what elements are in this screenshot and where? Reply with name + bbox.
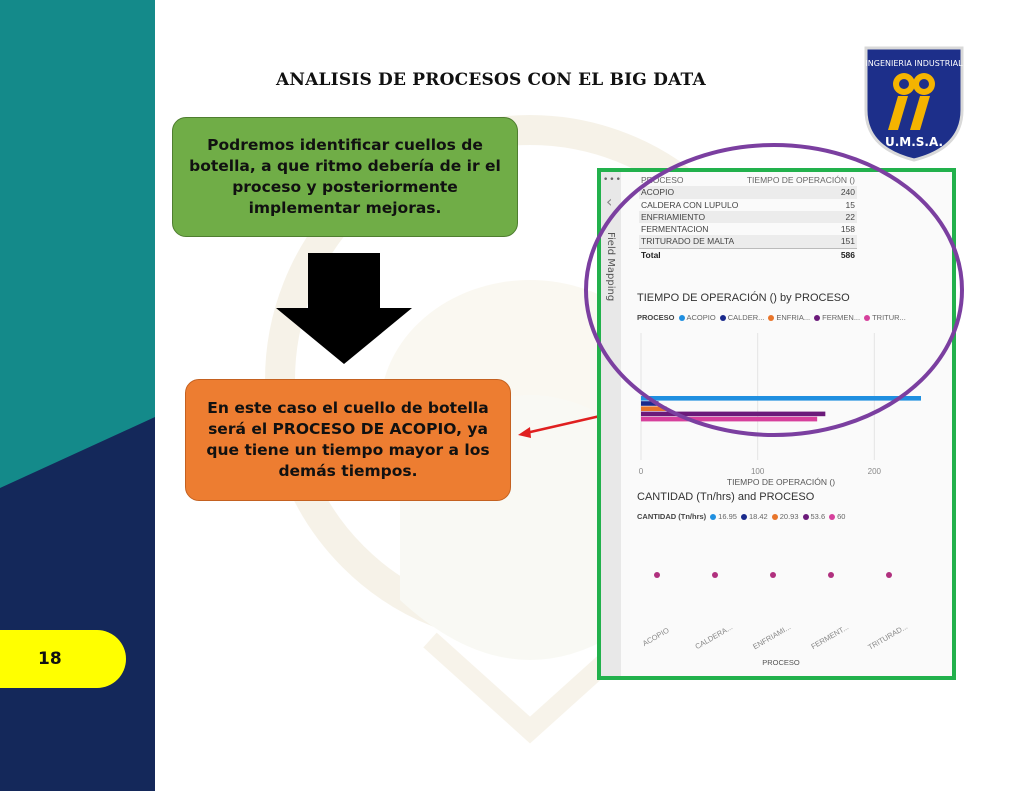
scatter-point bbox=[828, 572, 834, 578]
header-tiempo[interactable]: TIEMPO DE OPERACIÓN () bbox=[746, 175, 855, 185]
highlight-circle bbox=[582, 140, 966, 440]
legend-dot bbox=[710, 514, 716, 520]
legend-label[interactable]: 16.95 bbox=[718, 512, 737, 521]
header-proceso[interactable]: PROCESO bbox=[641, 175, 684, 185]
scatter-point bbox=[654, 572, 660, 578]
cell-tiempo: 240 bbox=[840, 187, 855, 198]
legend-label[interactable]: ENFRIA... bbox=[776, 313, 811, 322]
scatter-point bbox=[886, 572, 892, 578]
logo-bottom-text: U.M.S.A. bbox=[884, 135, 944, 149]
cell-tiempo: 158 bbox=[840, 224, 855, 235]
x-tick-label: 200 bbox=[867, 467, 882, 476]
logo-top-text: INGENIERIA INDUSTRIAL bbox=[865, 59, 963, 68]
page-title: ANALISIS DE PROCESOS CON EL BIG DATA bbox=[276, 70, 706, 90]
legend-label[interactable]: 60 bbox=[837, 512, 846, 521]
total-label: Total bbox=[641, 249, 661, 260]
cell-proceso: CALDERA CON LUPULO bbox=[641, 199, 739, 210]
cell-proceso: TRITURADO DE MALTA bbox=[641, 236, 735, 247]
total-value: 586 bbox=[840, 249, 855, 260]
x-axis-label: PROCESO bbox=[762, 658, 800, 667]
x-tick-label: ACOPIO bbox=[640, 625, 671, 649]
bar-legend-title: PROCESO bbox=[637, 313, 675, 322]
scatter-chart-title: CANTIDAD (Tn/hrs) and PROCESO bbox=[637, 491, 815, 503]
legend-label[interactable]: 53.6 bbox=[810, 512, 826, 521]
down-arrow-icon bbox=[276, 253, 412, 364]
legend-label[interactable]: FERMEN... bbox=[822, 313, 861, 322]
field-mapping-label: Field Mapping bbox=[605, 232, 616, 302]
x-axis-label: TIEMPO DE OPERACIÓN () bbox=[726, 477, 836, 487]
x-tick-label: CALDERA... bbox=[693, 622, 735, 652]
legend-label[interactable]: ACOPIO bbox=[686, 313, 716, 322]
page-number-tab bbox=[0, 630, 126, 688]
x-tick-label: TRITURAD... bbox=[866, 621, 910, 652]
more-options-icon[interactable]: ••• bbox=[603, 175, 622, 185]
cell-proceso: ENFRIAMIENTO bbox=[641, 211, 706, 222]
x-tick-label: FERMENT... bbox=[809, 622, 851, 652]
bar-chart-title: TIEMPO DE OPERACIÓN () by PROCESO bbox=[637, 292, 850, 304]
conclusion-callout-text: En este caso el cuello de botella será el PROCESO DE ACOPIO, ya que tiene un tiempo mayor a los demás tiempos. bbox=[206, 399, 490, 480]
conclusion-callout-orange bbox=[185, 379, 511, 501]
scatter-chart bbox=[631, 527, 941, 672]
cell-proceso: FERMENTACION bbox=[641, 224, 709, 235]
chevron-left-icon[interactable]: ‹ bbox=[606, 192, 613, 211]
insight-callout-text: Podremos identificar cuellos de botella, a que ritmo debería de ir el proceso y posteriormente implementar mejoras. bbox=[189, 136, 501, 217]
legend-label[interactable]: 20.93 bbox=[779, 512, 799, 521]
legend-dot bbox=[772, 514, 778, 520]
legend-label[interactable]: TRITUR... bbox=[872, 313, 906, 322]
x-tick-label: ENFRIAMI... bbox=[751, 622, 793, 652]
x-tick-label: 100 bbox=[750, 467, 765, 476]
scatter-chart-legend bbox=[637, 512, 845, 521]
insight-callout-green bbox=[172, 117, 518, 237]
legend-label[interactable]: CALDER... bbox=[727, 313, 765, 322]
scatter-point bbox=[712, 572, 718, 578]
x-tick-label: 0 bbox=[638, 467, 644, 476]
legend-dot bbox=[741, 514, 747, 520]
cell-tiempo: 22 bbox=[845, 211, 855, 222]
legend-label[interactable]: 18.42 bbox=[748, 512, 768, 521]
page-number: 18 bbox=[38, 649, 62, 669]
cell-proceso: ACOPIO bbox=[641, 187, 675, 198]
legend-dot bbox=[803, 514, 809, 520]
cell-tiempo: 151 bbox=[840, 236, 855, 247]
scatter-point bbox=[770, 572, 776, 578]
legend-dot bbox=[829, 514, 835, 520]
cell-tiempo: 15 bbox=[845, 199, 855, 210]
scatter-legend-title: CANTIDAD (Tn/hrs) bbox=[637, 512, 707, 521]
